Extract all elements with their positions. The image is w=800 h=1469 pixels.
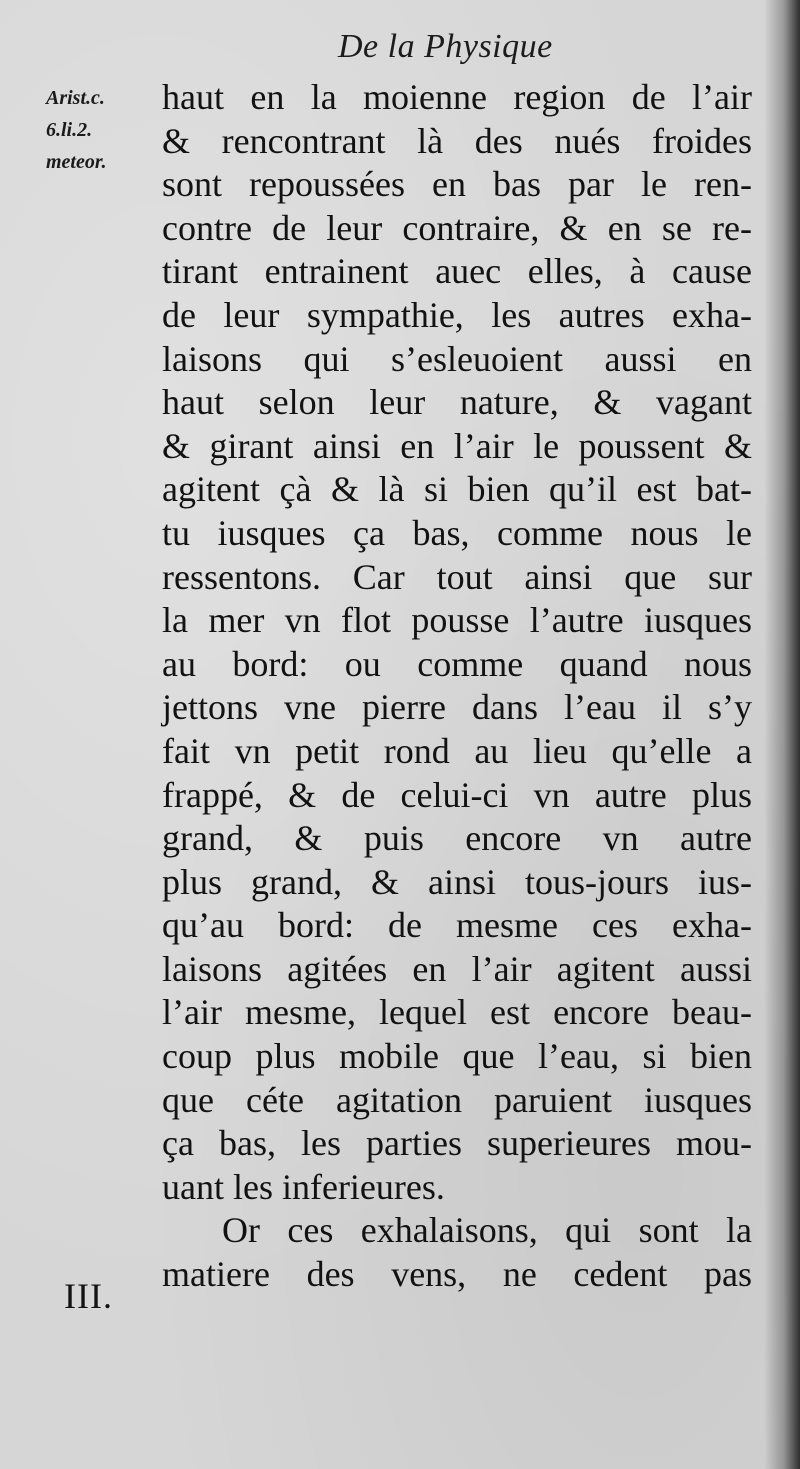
text-line: grand, & puis encore vn autre	[162, 818, 752, 859]
text-line: & rencontrant là des nués froides	[162, 120, 752, 161]
marginal-note-line: 6.li.2.	[46, 119, 93, 141]
text-line: laisons agitées en l’air agitent aussi	[162, 948, 752, 989]
text-line: l’air mesme, lequel est encore beau-	[162, 992, 752, 1033]
page-edge-shadow	[764, 0, 800, 1469]
text-line: la mer vn flot pousse l’autre iusques	[162, 600, 752, 641]
text-line: matiere des vens, ne cedent pas	[162, 1254, 752, 1295]
text-line: de leur sympathie, les autres exha-	[162, 294, 752, 335]
text-line: au bord: ou comme quand nous	[162, 643, 752, 684]
text-line: contre de leur contraire, & en se re-	[162, 207, 752, 248]
text-line: plus grand, & ainsi tous-jours ius-	[162, 861, 752, 902]
marginal-note-line: meteor.	[46, 151, 107, 173]
text-line: uant les inferieures.	[162, 1166, 445, 1207]
body-text	[162, 76, 752, 1297]
show-through-text	[60, 230, 67, 262]
marginal-note-line: Arist.c.	[46, 87, 105, 109]
text-line: fait vn petit rond au lieu qu’elle a	[162, 730, 752, 771]
text-line: & girant ainsi en l’air le poussent &	[162, 425, 752, 466]
running-head: De la Physique	[338, 28, 553, 65]
text-line: ressentons. Car tout ainsi que sur	[162, 556, 752, 597]
show-through-text	[90, 1200, 97, 1232]
text-line: ça bas, les parties superieures mou-	[162, 1123, 752, 1164]
text-line: que céte agitation paruient iusques	[162, 1079, 752, 1120]
text-line: haut en la moienne region de l’air	[162, 77, 752, 117]
text-line: coup plus mobile que l’eau, si bien	[162, 1036, 752, 1077]
text-line: jettons vne pierre dans l’eau il s’y	[162, 687, 752, 728]
text-line: Or ces exhalaisons, qui sont la	[222, 1210, 752, 1251]
text-line: sont repoussées en bas par le ren-	[162, 164, 752, 205]
text-line: agitent çà & là si bien qu’il est bat-	[162, 469, 752, 510]
text-line: haut selon leur nature, & vagant	[162, 382, 752, 423]
marginal-note	[46, 82, 166, 178]
text-line: laisons qui s’esleuoient aussi en	[162, 338, 752, 379]
text-line: qu’au bord: de mesme ces exha-	[162, 905, 752, 946]
text-line: tirant entrainent auec elles, à cause	[162, 251, 752, 292]
text-line: frappé, & de celui-ci vn autre plus	[162, 774, 752, 815]
section-number: III.	[64, 1276, 113, 1316]
text-line: tu iusques ça bas, comme nous le	[162, 512, 752, 553]
